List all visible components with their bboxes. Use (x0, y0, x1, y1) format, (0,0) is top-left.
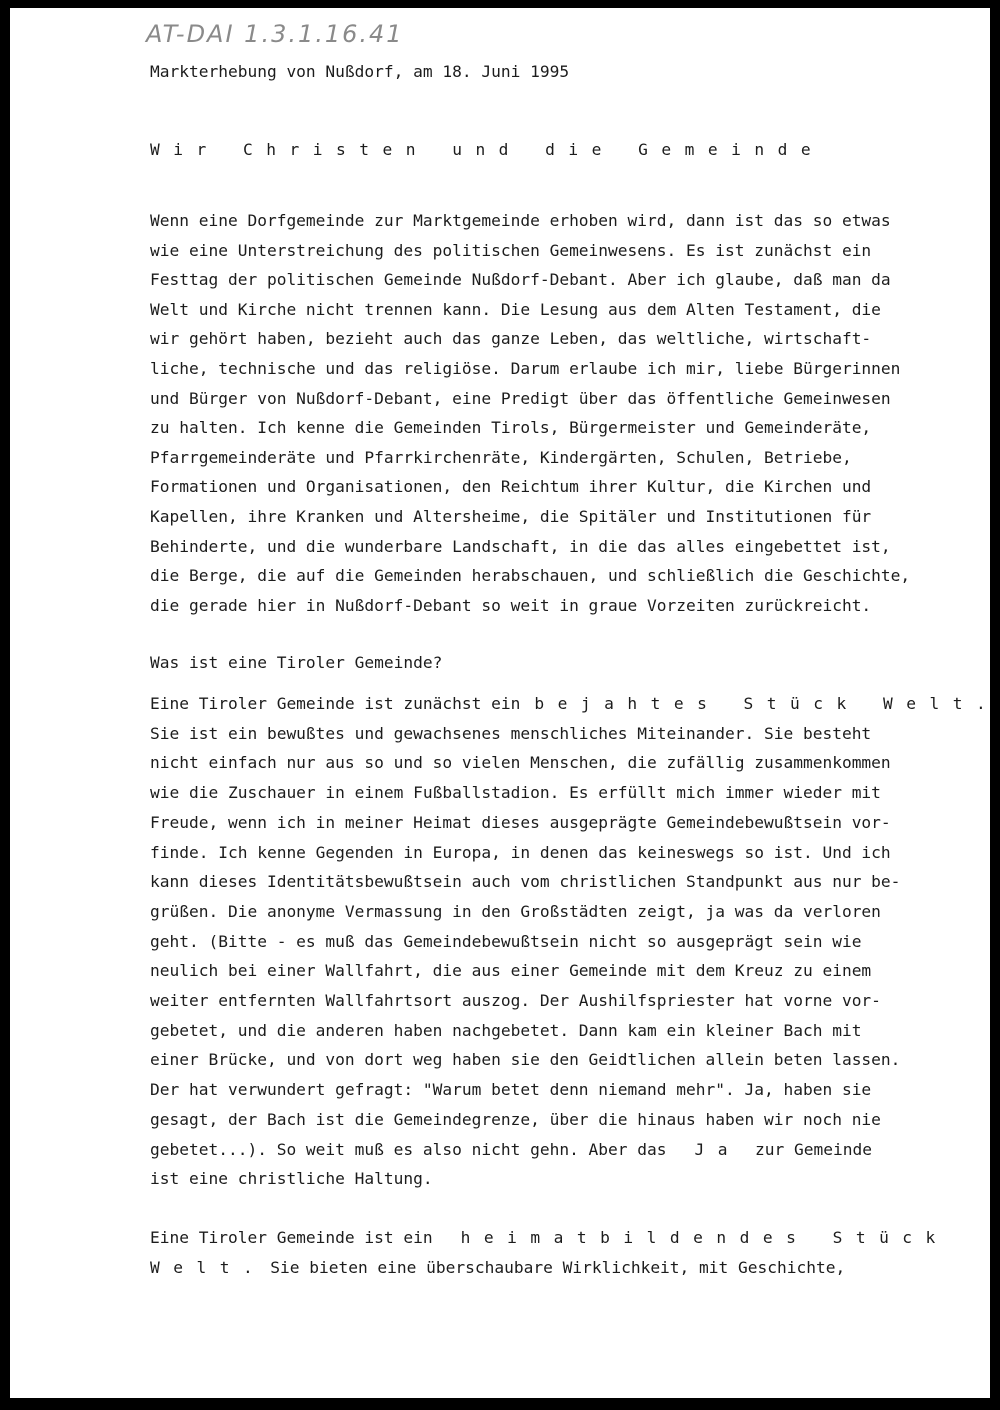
paragraph-3-second-suffix: Sie bieten eine überschaubare Wirklichkeit, mit Geschichte, (270, 1257, 846, 1277)
paragraph-1-line: Behinderte, und die wunderbare Landschaft, in die das alles eingebettet ist, (150, 536, 891, 556)
paragraph-2-first-line (150, 694, 999, 714)
paragraph-2-last-suffix: zur Gemeinde (755, 1139, 872, 1159)
paragraph-3-emphasis: heimatbildendes Stück (460, 1228, 949, 1247)
paragraph-1-line: Festtag der politischen Gemeinde Nußdorf-Debant. Aber ich glaube, daß man da (150, 270, 891, 290)
paragraph-1-line: Kapellen, ihre Kranken und Altersheime, die Spitäler und Institutionen für (150, 507, 872, 526)
paragraph-1-line: die Berge, die auf die Gemeinden herabschauen, und schließlich die Geschichte, (150, 566, 911, 586)
paragraph-2-line: neulich bei einer Wallfahrt, die aus einer Gemeinde mit dem Kreuz zu einem (150, 961, 872, 981)
paragraph-3-second-line (150, 1258, 845, 1278)
paragraph-1-line: Wenn eine Dorfgemeinde zur Marktgemeinde erhoben wird, dann ist das so etwas (150, 211, 891, 230)
paragraph-2-line: kann dieses Identitätsbewußtsein auch vom christlichen Standpunkt aus nur be- (150, 872, 901, 892)
paragraph-1-line: und Bürger von Nußdorf-Debant, eine Predigt über das öffentliche Gemeinwesen (150, 388, 891, 408)
paragraph-2-line: einer Brücke, und von dort weg haben sie den Geidtlichen allein beten lassen. (150, 1050, 901, 1070)
paragraph-1-line: liche, technische und das religiöse. Darum erlaube ich mir, liebe Bürgerinnen (150, 359, 901, 378)
paragraph-2-line: gesagt, der Bach ist die Gemeindegrenze, über die hinaus haben wir noch nie (150, 1109, 881, 1129)
paragraph-2-line: Freude, wenn ich in meiner Heimat dieses ausgeprägte Gemeindebewußtsein vor- (150, 812, 891, 832)
paragraph-2-line: finde. Ich kenne Gegenden in Europa, in denen das keineswegs so ist. Und ich (150, 842, 891, 862)
paragraph-2-line: weiter entfernten Wallfahrtsort auszog. Der Aushilfspriester hat vorne vor- (150, 991, 881, 1010)
paragraph-2-line: gebetet, und die anderen haben nachgebetet. Dann kam ein kleiner Bach mit (150, 1020, 862, 1040)
paragraph-2-ja-emphasis: Ja (694, 1139, 742, 1159)
paragraph-2-first-prefix: Eine Tiroler Gemeinde ist zunächst ein (150, 694, 521, 713)
section-question: Was ist eine Tiroler Gemeinde? (150, 653, 443, 672)
document-title: Wir Christen und die Gemeinde (150, 140, 825, 159)
paragraph-2-last-prefix: gebetet...). So weit muß es also nicht gehn. Aber das (150, 1139, 667, 1159)
paragraph-1-line: zu halten. Ich kenne die Gemeinden Tirols, Bürgermeister und Gemeinderäte, (150, 418, 872, 438)
paragraph-1-line: die gerade hier in Nußdorf-Debant so weit in graue Vorzeiten zurückreicht. (150, 595, 872, 615)
paragraph-1-line: Formationen und Organisationen, den Reichtum ihrer Kultur, die Kirchen und (150, 477, 872, 497)
paragraph-1-line: wir gehört haben, bezieht auch das ganze Leben, das weltliche, wirtschaft- (150, 329, 872, 349)
paragraph-3-welt-emphasis: Welt. (150, 1257, 267, 1277)
paragraph-2-final-line: ist eine christliche Haltung. (150, 1169, 433, 1189)
paragraph-2-line: nicht einfach nur aus so und so vielen Menschen, die zufällig zusammenkommen (150, 753, 891, 773)
paragraph-2-line: Sie ist ein bewußtes und gewachsenes menschliches Miteinander. Sie besteht (150, 723, 872, 743)
paragraph-1-line: Welt und Kirche nicht trennen kann. Die Lesung aus dem Alten Testament, die (150, 299, 881, 319)
document-header: Markterhebung von Nußdorf, am 18. Juni 1995 (150, 62, 570, 81)
paragraph-2-line: geht. (Bitte - es muß das Gemeindebewußtsein nicht so ausgeprägt sein wie (150, 931, 862, 951)
paragraph-2-emphasis: bejahtes Stück Welt. (534, 694, 1000, 713)
paragraph-2-line: grüßen. Die anonyme Vermassung in den Großstädten zeigt, ja was da verloren (150, 901, 881, 921)
archive-signature: AT-DAI 1.3.1.16.41 (146, 20, 404, 48)
paragraph-2-line: Der hat verwundert gefragt: "Warum betet denn niemand mehr". Ja, haben sie (150, 1080, 872, 1100)
paragraph-2-emphasis-line (150, 1140, 872, 1160)
paragraph-1-line: Pfarrgemeinderäte und Pfarrkirchenräte, Kindergärten, Schulen, Betriebe, (150, 447, 852, 467)
paragraph-3-first-prefix: Eine Tiroler Gemeinde ist ein (150, 1228, 433, 1247)
paragraph-2-line: wie die Zuschauer in einem Fußballstadion. Es erfüllt mich immer wieder mit (150, 783, 881, 803)
paragraph-3-first-line (150, 1228, 949, 1248)
paragraph-1-line: wie eine Unterstreichung des politischen Gemeinwesens. Es ist zunächst ein (150, 240, 872, 260)
